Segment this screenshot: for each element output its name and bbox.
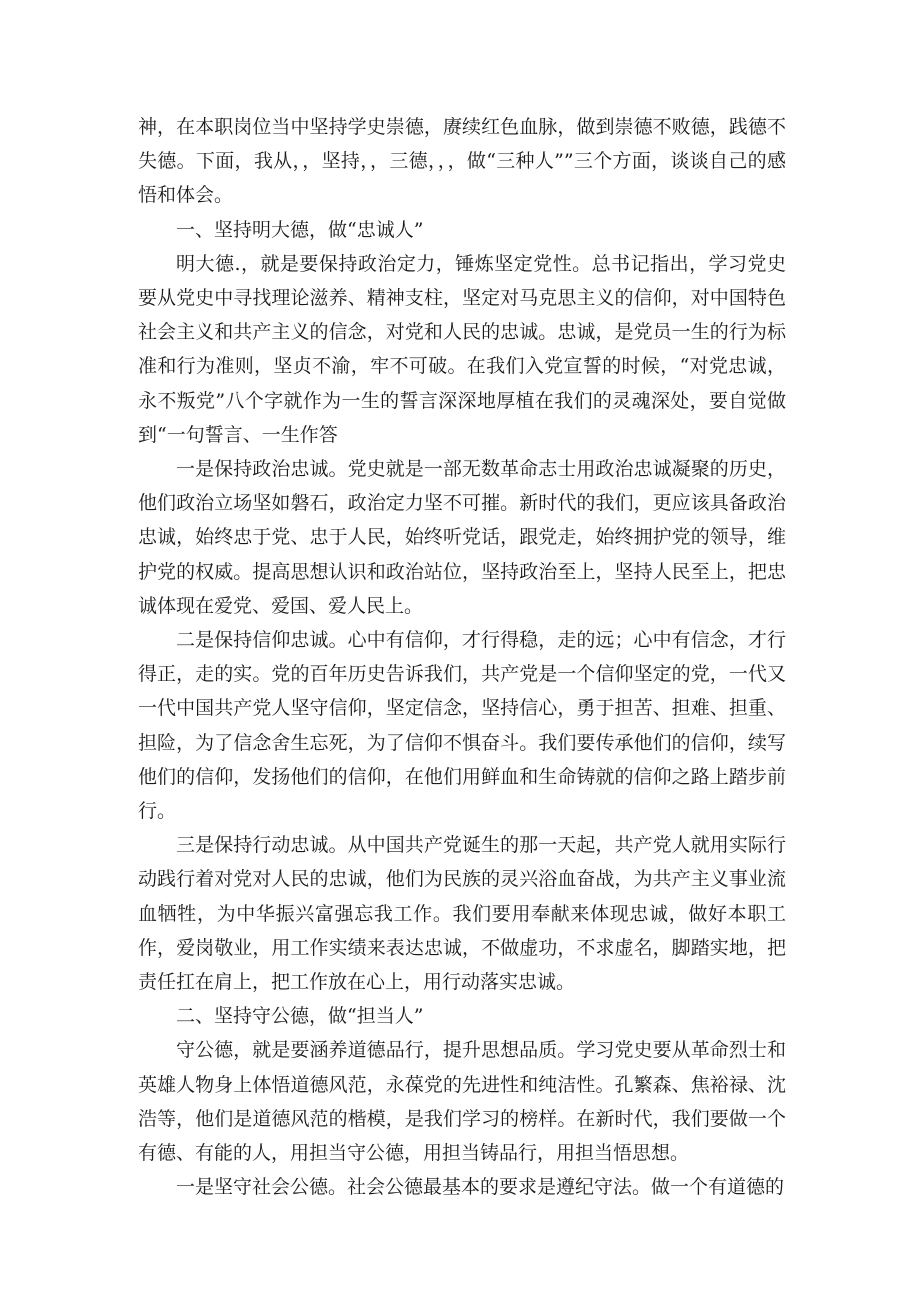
paragraph-ming-dade: 明大德.，就是要保持政治定力，锤炼坚定党性。总书记指出，学习党史要从党史中寻找理论滋养、精神支柱，坚定对马克思主义的信仰，对中国特色社会主义和共产主义的信念，对党和人民的忠诚。忠诚，是党员一生的行为标准和行为准则，坚贞不渝，牢不可破。在我们入党宣誓的时候，“对党忠诚，永不叛党”八个字就作为一生的誓言深深地厚植在我们的灵魂深处，要自觉做到“一句誓言、一生作答 (138, 252, 786, 446)
document-body (138, 110, 786, 1205)
paragraph-social-morality: 一是坚守社会公德。社会公德最基本的要求是遵纪守法。做一个有道德的 (176, 1176, 785, 1199)
paragraph-intro-continuation: 神，在本职岗位当中坚持学史崇德，赓续红色血脉，做到崇德不败德，践德不失德。下面，我从，，坚持，，三德，，，做“三种人””三个方面，谈谈自己的感悟和体会。 (138, 116, 786, 207)
paragraph-political-loyalty: 一是保持政治忠诚。党史就是一部无数革命志士用政治忠诚凝聚的历史，他们政治立场坚如磐石，政治定力坚不可摧。新时代的我们，更应该具备政治忠诚，始终忠于党、忠于人民，始终听党话，跟党走，始终拥护党的领导，维护党的权威。提高思想认识和政治站位，坚持政治至上，坚持人民至上，把忠诚体现在爱党、爱国、爱人民上。 (138, 458, 786, 617)
section-heading-1: 一、坚持明大德，做“忠诚人” (176, 218, 424, 241)
section-heading-2: 二、坚持守公德，做“担当人” (176, 1005, 424, 1028)
paragraph-faith-loyalty: 二是保持信仰忠诚。心中有信仰，才行得稳，走的远；心中有信念，才行得正，走的实。党的百年历史告诉我们，共产党是一个信仰坚定的党，一代又一代中国共产党人坚守信仰，坚定信念，坚持信心，勇于担苦、担难、担重、担险，为了信念舍生忘死，为了信仰不惧奋斗。我们要传承他们的信仰，续写他们的信仰，发扬他们的信仰，在他们用鲜血和生命铸就的信仰之路上踏步前行。 (138, 629, 786, 823)
paragraph-action-loyalty: 三是保持行动忠诚。从中国共产党诞生的那一天起，共产党人就用实际行动践行着对党对人民的忠诚，他们为民族的灵兴浴血奋战，为共产主义事业流血牺牲，为中华振兴富强忘我工作。我们要用奉献来体现忠诚，做好本职工作，爱岗敬业，用工作实绩来表达忠诚，不做虚功，不求虚名，脚踏实地，把责任扛在肩上，把工作放在心上，用行动落实忠诚。 (138, 834, 786, 994)
paragraph-shou-gongde: 守公德，就是要涵养道德品行，提升思想品质。学习党史要从革命烈士和英雄人物身上体悟道德风范，永葆党的先进性和纯洁性。孔繁森、焦裕禄、沈浩等，他们是道德风范的楷模，是我们学习的榜样。在新时代，我们要做一个有德、有能的人，用担当守公德，用担当铸品行，用担当悟思想。 (138, 1039, 786, 1165)
